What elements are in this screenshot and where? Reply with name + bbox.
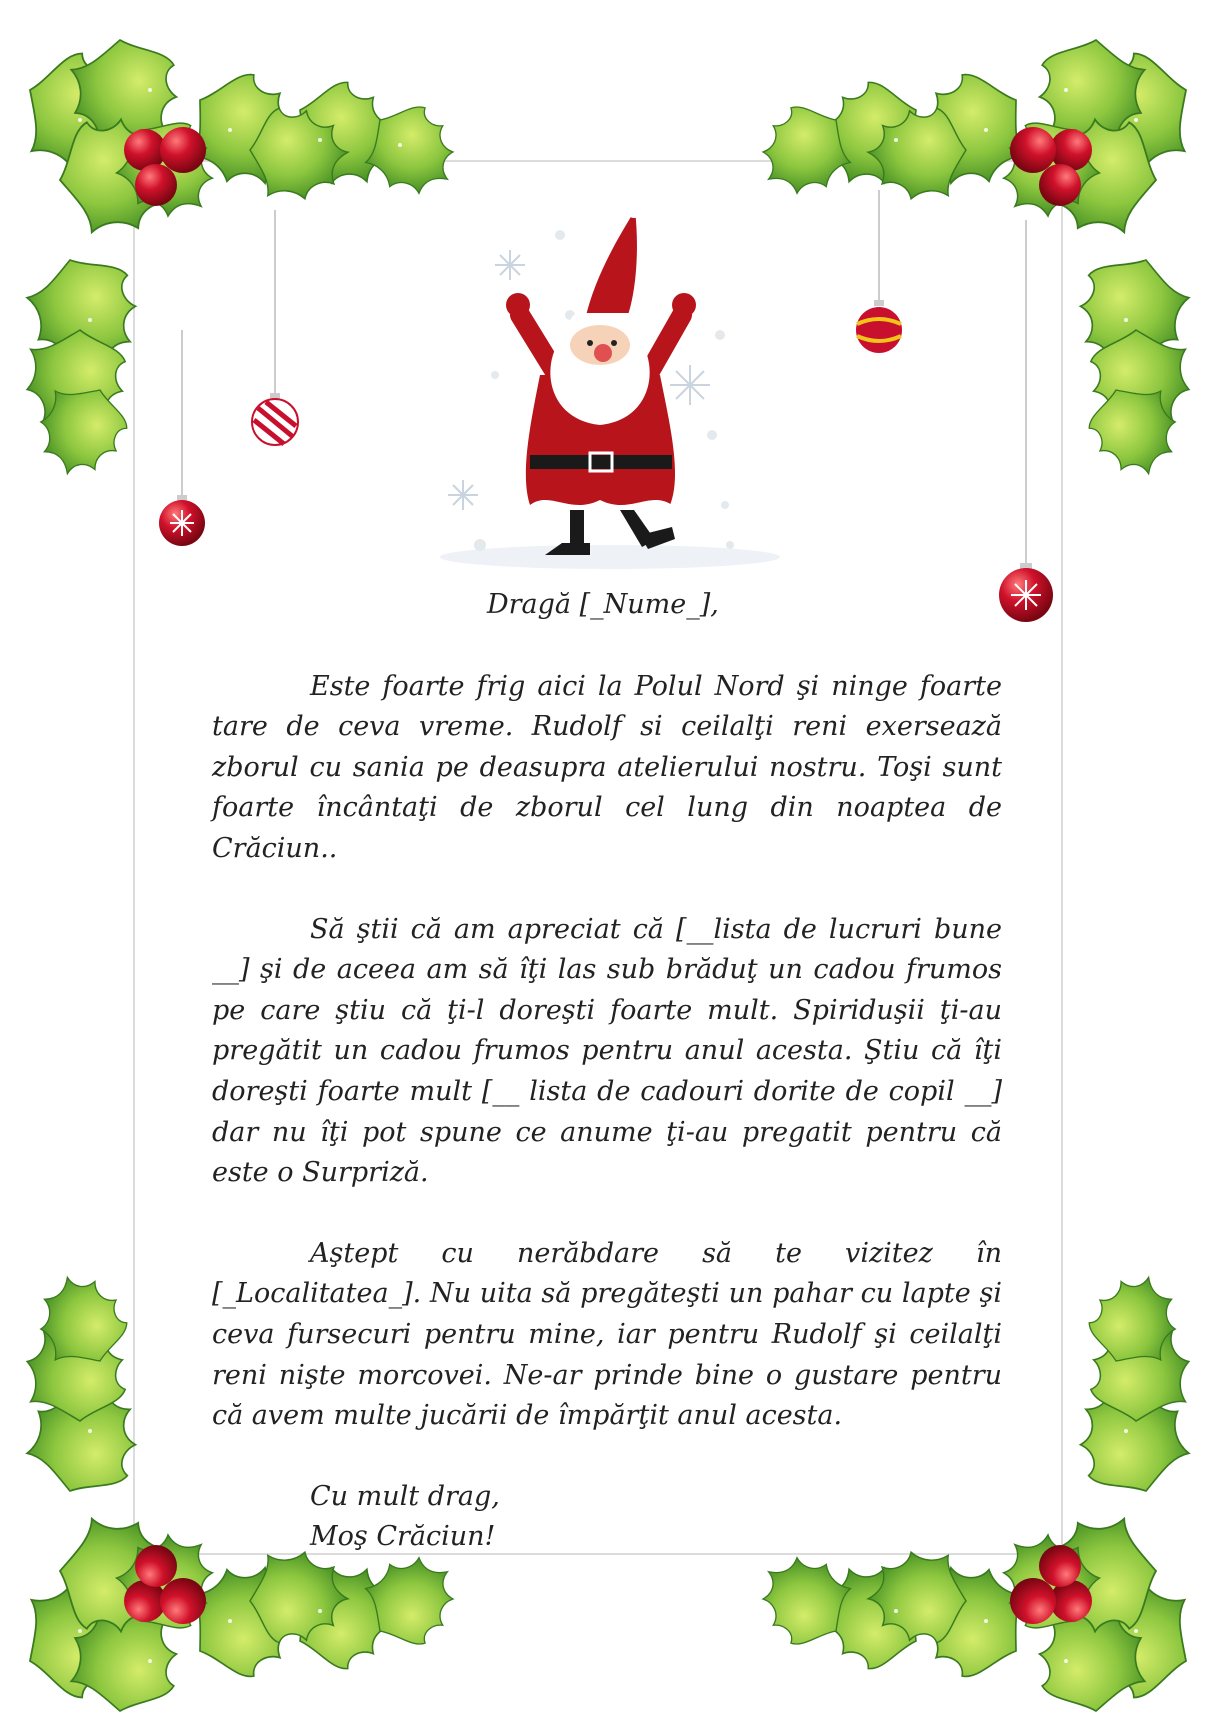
christmas-bauble-icon [996,220,1056,630]
letter-paragraph: Să ştii că am apreciat că [__lista de lucruri bune __] şi de aceea am să îţi las sub brăduţ un cadou frumos pe care ştiu că ţi-l doreşti foarte mult. Spiriduşii ţi-au pregătit un cadou frumos pentru anul acesta. Ştiu că îţi doreşti foarte mult [__ lista de cadouri dorite de copil __] dar nu îţi pot spune ce anume ţi-au pregatit pentru că este o Surpriză. [212,913,1002,1189]
christmas-bauble-icon [157,330,207,550]
holly-berries-icon [716,30,1216,530]
letter-signature: Moş Crăciun! [310,1521,496,1553]
santa-claus-illustration [420,205,780,575]
christmas-bauble-icon [250,210,300,450]
holly-corner-top-right [716,30,1216,530]
letter-paragraph: Aştept cu nerăbdare să te vizitez în [_Localitatea_]. Nu uita să pregăteşti un pahar cu lapte şi ceva fursecuri pentru mine, iar pentru Rudolf şi ceilalţi reni nişte morcovei. Ne-ar prinde bine o gustare pentru că avem multe jucării de împărţit anul acesta. [212,1237,1002,1432]
letter-greeting: Dragă [_Nume_], [487,589,719,620]
letter-closing: Cu mult drag, [310,1480,500,1512]
christmas-bauble-icon [854,190,904,360]
letter-paragraph: Este foarte frig aici la Polul Nord şi ninge foarte tare de ceva vreme. Rudolf si ceilalţi reni exersează zborul cu sania pe deasupra atelierului nostru. Toşi sunt foarte încântaţi de zborul cel lung din noaptea de Crăciun.. [212,670,1002,864]
letter-signoff [212,1477,1002,1558]
letter-body [212,585,1002,1558]
